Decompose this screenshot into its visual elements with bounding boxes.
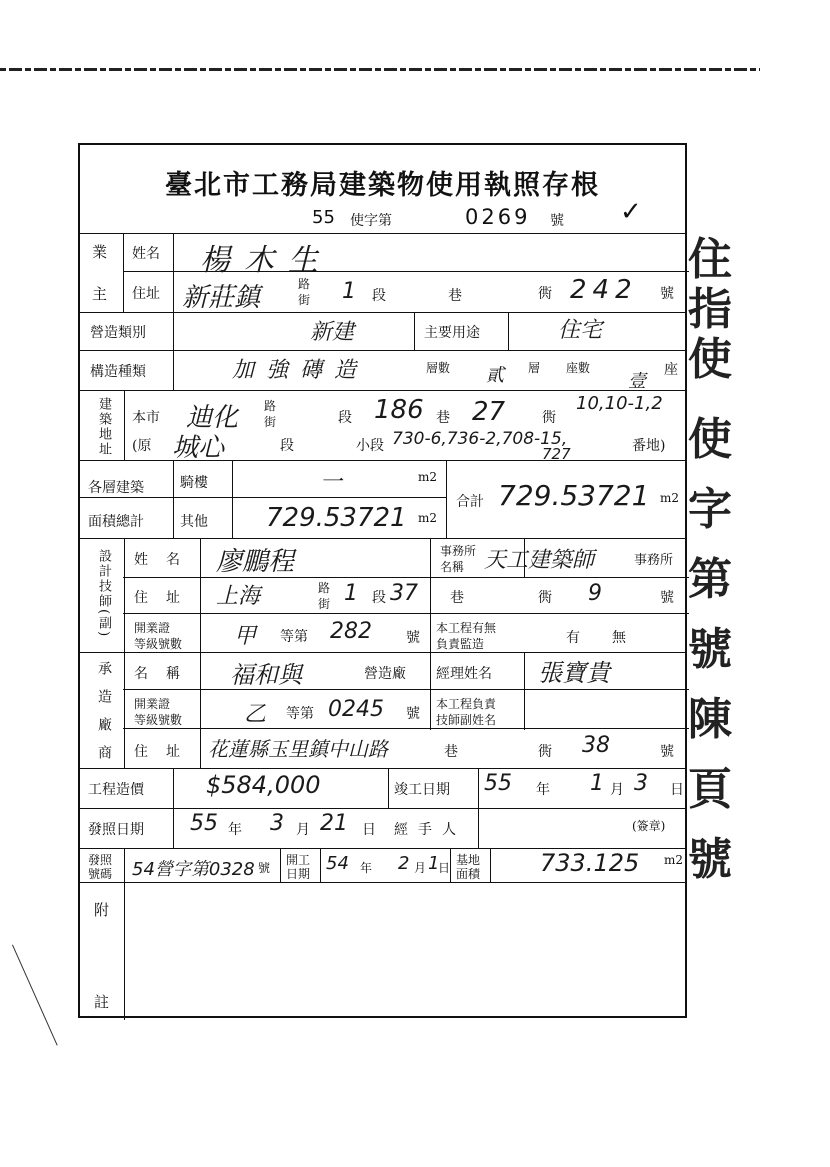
issue-date-label: 發照日期 <box>88 822 144 838</box>
issue-year: 55 <box>190 811 218 836</box>
ref-license-no: 54營字第0328 <box>132 859 255 880</box>
site-road: 迪化 <box>186 403 239 433</box>
manager-label: 經理姓名 <box>436 666 492 682</box>
issue-day: 21 <box>320 811 348 836</box>
site-lane: 27 <box>472 397 506 427</box>
struct-label: 構造種類 <box>90 364 146 380</box>
completion-year: 55 <box>484 771 512 796</box>
site-area-value: 733.125 <box>540 849 640 877</box>
remarks-label-top: 附 <box>94 901 110 919</box>
scan-mark <box>12 945 58 1046</box>
designer-license-no: 282 <box>330 619 372 644</box>
buildings-value: 壹 <box>628 371 646 392</box>
permit-number-line <box>80 197 685 235</box>
cost-value: $584,000 <box>206 771 321 799</box>
permit-form: 臺北市工務局建築物使用執照存根 55 使字第 0269 號 ✓ 業 主 姓名 楊木生 住址 新莊鎮 路 街 1 段 巷 衖 242 號 營造類別 新建 主要用途 住宅 構造種類 加強磚造 層數 貳 層 座數 壹 座 建築地址 本市 迪化 路 街 段 186 巷 27 衖 10,10-1,2 (原 城心 段 小段 730-6,736-2,708-15, 番地) 727 各層建築 面積總計 騎樓 一 m2 其他 729.53721 m2 合計 729.53721 m2 設計技師(副) 姓名 廖鵬程 事務所 名稱 天工建築師 事務所 住址 上海 路 街 1 段 37 巷 衖 9 號 開業證 等級號數 甲 等第 282 號 本工程有無 負責監造 有 無 承造廠商 名稱 福和與 營造廠 經理姓名 張寶貴 開業證 等級號數 乙 等第 0245 號 本工程負責 技師副姓名 住址 花蓮縣玉里鎮中山路 巷 衖 38 號 工程造價 $584,000 竣工日期 55 年 1 月 3 日 發照日期 55 年 3 月 21 日 經手人 (簽章) 發照 號碼 54營字第0328 號 開工 日期 54 年 2 月 1 日 基地 面積 733.125 m2 附 註 <box>78 143 687 1018</box>
total-value: 729.53721 <box>498 479 650 512</box>
permit-year: 55 <box>312 207 335 228</box>
site-lots: 730-6,736-2,708-15, <box>392 429 568 449</box>
contractor-name-label: 名稱 <box>134 666 198 682</box>
owner-section-label-2: 主 <box>92 285 108 303</box>
handler-label: 經手人 <box>394 822 466 838</box>
site-label: 建築地址 <box>96 397 111 457</box>
total-label: 合計 <box>456 494 484 510</box>
site-section: 186 <box>374 395 424 425</box>
other-value: 729.53721 <box>266 503 407 533</box>
area-label: 各層建築 <box>88 480 144 496</box>
site-lots-2: 727 <box>542 445 571 463</box>
buildings-label: 座數 <box>566 361 591 375</box>
arcade-value: 一 <box>320 470 343 495</box>
permit-suffix: 號 <box>550 213 564 229</box>
category-value: 新建 <box>310 320 355 345</box>
check-mark: ✓ <box>620 197 642 227</box>
permit-word: 使字第 <box>350 213 392 229</box>
start-year: 54 <box>326 853 349 874</box>
arcade-label: 騎樓 <box>180 475 208 491</box>
owner-addr-label: 住址 <box>132 286 160 302</box>
owner-addr-section: 1 <box>342 279 356 304</box>
use-label: 主要用途 <box>424 325 480 341</box>
floors-value: 貳 <box>486 365 504 386</box>
owner-section-label: 業 <box>92 243 108 261</box>
contractor-addr-label: 住址 <box>134 744 198 760</box>
designer-section-label: 設計技師(副) <box>96 549 111 639</box>
owner-name-value: 楊木生 <box>200 243 332 278</box>
other-label: 其他 <box>180 514 208 530</box>
floors-label: 層數 <box>426 361 451 375</box>
contractor-license-no: 0245 <box>328 697 384 722</box>
contractor-addr-no: 38 <box>582 733 610 758</box>
contractor-name: 福和與 <box>230 661 302 689</box>
owner-addr-no: 242 <box>570 275 638 305</box>
contractor-license-grade: 乙 <box>244 702 267 727</box>
designer-office: 天工建築師 <box>484 548 595 573</box>
designer-supervise: 有 <box>566 630 580 646</box>
designer-name: 廖鵬程 <box>216 547 295 577</box>
site-orig-area: 城心 <box>172 433 225 463</box>
completion-month: 1 <box>590 771 604 796</box>
start-month: 2 <box>398 853 410 874</box>
struct-value: 加強磚造 <box>232 358 369 383</box>
contractor-section-label: 承造廠商 <box>96 661 112 773</box>
manager-name: 張寶貴 <box>538 659 610 687</box>
start-day: 1 <box>428 853 440 874</box>
designer-license-grade: 甲 <box>234 624 257 649</box>
completion-label: 竣工日期 <box>394 782 450 798</box>
form-title: 臺北市工務局建築物使用執照存根 <box>165 170 600 201</box>
remarks-label-bottom: 註 <box>94 993 110 1011</box>
issue-month: 3 <box>270 811 284 836</box>
owner-addr-city: 新莊鎮 <box>182 283 261 313</box>
completion-day: 3 <box>634 771 648 796</box>
scan-edge-line <box>0 68 760 71</box>
cost-label: 工程造價 <box>88 782 144 798</box>
margin-stamp-text: 住 指 使 使 字 第 號 陳 頁 號 <box>688 234 732 885</box>
designer-name-label: 姓名 <box>134 552 198 568</box>
contractor-addr: 花蓮縣玉里鎮中山路 <box>208 737 388 761</box>
site-city-label: 本市 <box>132 410 160 426</box>
owner-name-label: 姓名 <box>132 246 160 262</box>
permit-no: 0269 <box>465 205 531 229</box>
designer-addr-label: 住址 <box>134 590 198 606</box>
designer-addr: 上海 <box>216 584 261 609</box>
sign-label: (簽章) <box>632 819 666 833</box>
site-number: 10,10-1,2 <box>576 393 663 414</box>
use-value: 住宅 <box>558 318 603 343</box>
category-label: 營造類別 <box>90 325 146 341</box>
